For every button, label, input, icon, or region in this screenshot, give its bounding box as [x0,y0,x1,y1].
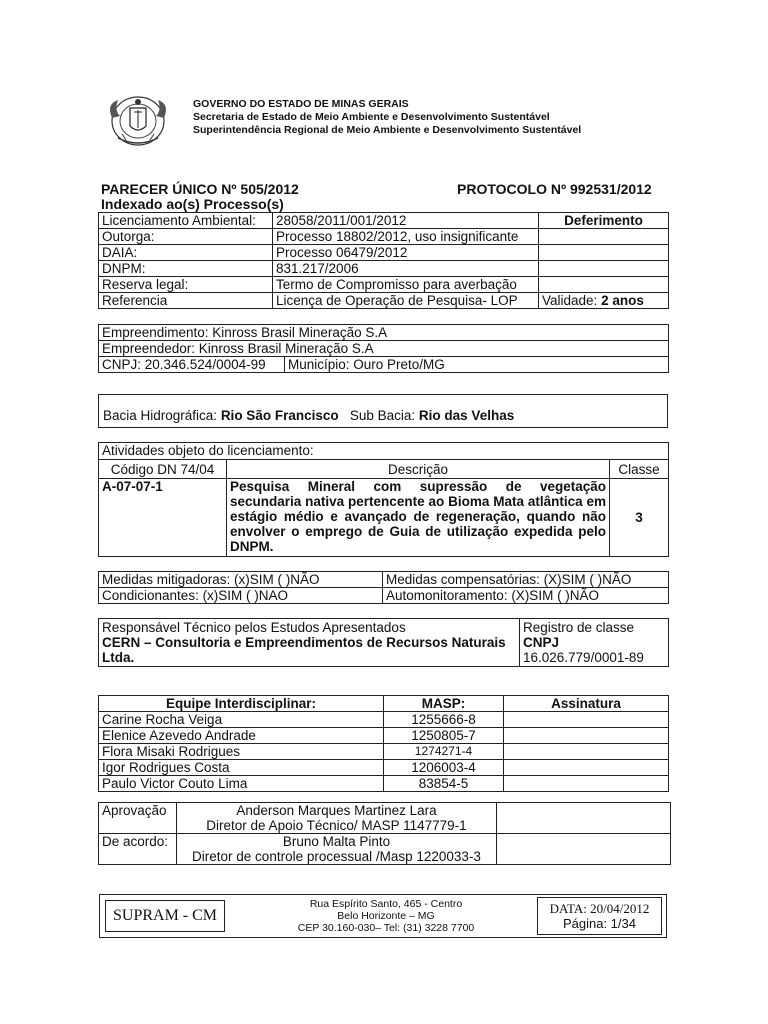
signature-cell [497,803,671,834]
dnpm-value: 831.217/2006 [273,261,539,277]
table-row [99,572,669,588]
subbacia-value: Rio das Velhas [418,408,515,423]
outorga-value: Processo 18802/2012, uso insignificante [273,229,539,245]
table-row [99,443,669,460]
signature-cell [497,834,671,865]
table-row [99,728,669,744]
empreendimento-table [98,324,669,373]
atividade-classe: 3 [610,479,669,557]
atividade-descricao: Pesquisa Mineral com supressão de vegetação secundaria nativa pertencente ao Bioma Mata atlântica em estágio médio e avançado de regeneração, quando não envolver o emprego de Guia de utilização expedida pelo DNPM. [227,479,610,557]
table-row [99,293,669,309]
col-equipe: Equipe Interdisciplinar: [99,696,384,712]
table-row [99,357,669,373]
footer-page: Página: 1/34 [562,916,636,931]
signature-cell [504,744,669,760]
registro-cnpj-label: CNPJ [523,635,560,650]
atividade-codigo: A-07-07-1 [99,479,227,557]
indexado-title: Indexado ao(s) Processo(s) [101,196,284,212]
signature-cell [504,760,669,776]
acordo-signer [177,834,497,865]
signature-cell [504,728,669,744]
member-name: Elenice Azevedo Andrade [99,728,384,744]
table-row [99,479,669,557]
footer-date-box [537,897,662,935]
header-gov: GOVERNO DO ESTADO DE MINAS GERAIS [193,98,409,110]
validade-value: 2 anos [601,293,644,308]
responsavel-label: Responsável Técnico pelos Estudos Apresentados [102,620,406,635]
col-masp: MASP: [384,696,504,712]
member-name: Carine Rocha Veiga [99,712,384,728]
licenciamento-value: 28058/2011/001/2012 [273,213,539,229]
protocolo-number: PROTOCOLO Nº 992531/2012 [457,181,652,197]
responsavel-cell [99,619,520,667]
col-assinatura: Assinatura [504,696,669,712]
atividades-table [98,442,669,557]
acordo-label: De acordo: [99,834,177,865]
table-row [99,245,669,261]
processos-table [98,212,669,309]
medidas-table [98,571,669,604]
table-row [99,213,669,229]
validade-label: Validade: [542,293,598,308]
member-masp: 1250805-7 [384,728,504,744]
subbacia-label: Sub Bacia: [349,408,419,423]
table-row [99,229,669,245]
table-row [99,341,669,357]
member-masp: 1206003-4 [384,760,504,776]
table-row [99,744,669,760]
table-row [99,712,669,728]
dnpm-label: DNPM: [99,261,273,277]
footer-box [99,894,667,938]
responsavel-table [98,618,669,667]
coat-of-arms-seal [104,94,172,148]
automonitoramento: Automonitoramento: (X)SIM ( )NÃO [383,588,669,604]
member-name: Paulo Victor Couto Lima [99,776,384,792]
referencia-label: Referencia [99,293,273,309]
parecer-title: PARECER ÚNICO Nº 505/2012 [101,181,299,197]
daia-value: Processo 06479/2012 [273,245,539,261]
aprovacao-signer [177,803,497,834]
medidas-compensatorias: Medidas compensatórias: (X)SIM ( )NÃO [383,572,669,588]
aprovacao-table [98,802,671,865]
condicionantes: Condicionantes: (x)SIM ( )NAO [99,588,383,604]
outorga-label: Outorga: [99,229,273,245]
table-row [99,803,671,834]
status-deferimento: Deferimento [539,213,669,229]
aprovacao-role: Diretor de Apoio Técnico/ MASP 1147779-1 [206,818,467,833]
medidas-mitigadoras: Medidas mitigadoras: (x)SIM ( )NÃO [99,572,383,588]
referencia-value: Licença de Operação de Pesquisa- LOP [273,293,539,309]
empreendedor-name: Empreendedor: Kinross Brasil Mineração S.A [99,341,669,357]
table-row [99,325,669,341]
footer-addr-street: Rua Espírito Santo, 465 - Centro [309,898,463,910]
footer-org: SUPRAM - CM [105,900,225,932]
bacia-value: Rio São Francisco [220,408,339,423]
validade-cell [539,293,669,309]
member-masp: 1274271-4 [384,744,504,760]
table-row [99,460,669,479]
registro-cnpj-value: 16.026.779/0001-89 [523,650,644,665]
member-masp: 83854-5 [384,776,504,792]
empreendimento-name: Empreendimento: Kinross Brasil Mineração S.A [99,325,669,341]
bacia-box [98,394,668,428]
reserva-value: Termo de Compromisso para averbação [273,277,539,293]
registro-label: Registro de classe [523,620,635,635]
table-row [99,776,669,792]
signature-cell [504,712,669,728]
aprovacao-label: Aprovação [99,803,177,834]
header-secretaria: Secretaria de Estado de Meio Ambiente e Desenvolvimento Sustentável [193,111,550,123]
registro-cell [520,619,669,667]
acordo-name: Bruno Malta Pinto [282,834,391,849]
equipe-table [98,695,669,792]
table-row [99,277,669,293]
table-row [99,760,669,776]
col-descricao: Descrição [227,460,610,479]
licenciamento-label: Licenciamento Ambiental: [99,213,273,229]
daia-label: DAIA: [99,245,273,261]
aprovacao-name: Anderson Marques Martinez Lara [236,803,437,818]
table-row [99,588,669,604]
acordo-role: Diretor de controle processual /Masp 1220033-3 [192,849,481,864]
member-name: Igor Rodrigues Costa [99,760,384,776]
header-superintendencia: Superintendência Regional de Meio Ambiente e Desenvolvimento Sustentável [193,124,582,136]
footer-addr-city: Belo Horizonte – MG [337,910,435,922]
reserva-label: Reserva legal: [99,277,273,293]
table-row [99,619,669,667]
municipio-value: Município: Ouro Preto/MG [285,357,669,373]
signature-cell [504,776,669,792]
table-row [99,834,671,865]
col-codigo: Código DN 74/04 [99,460,227,479]
col-classe: Classe [610,460,669,479]
bacia-label: Bacia Hidrográfica: [103,408,221,423]
footer-date: DATA: 20/04/2012 [549,901,650,916]
cnpj-value: CNPJ: 20.346.524/0004-99 [99,357,285,373]
footer-addr-cep: CEP 30.160-030– Tel: (31) 3228 7700 [297,922,475,934]
table-row [99,261,669,277]
atividades-title: Atividades objeto do licenciamento: [99,443,669,460]
table-row [99,696,669,712]
member-masp: 1255666-8 [384,712,504,728]
footer-address [276,898,496,934]
responsavel-name: CERN – Consultoria e Empreendimentos de Recursos Naturais Ltda. [102,635,506,665]
member-name: Flora Misaki Rodrigues [99,744,384,760]
